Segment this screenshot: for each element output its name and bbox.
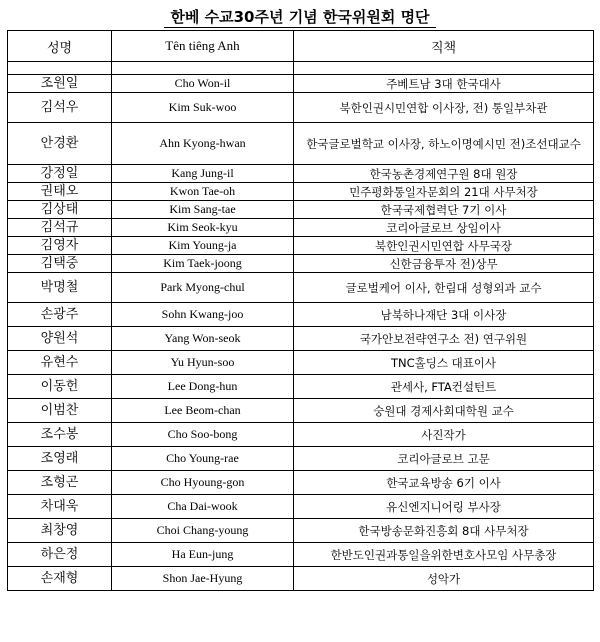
document-title: [0, 6, 600, 27]
cell-name: 이범찬: [8, 399, 112, 423]
table-row: [8, 219, 594, 237]
cell-roman: Kim Seok-kyu: [112, 219, 294, 237]
cell-position: 성악가: [294, 567, 594, 591]
table-row: [8, 447, 594, 471]
cell-name: 유현수: [8, 351, 112, 375]
cell-roman: Kim Suk-woo: [112, 93, 294, 123]
cell-position: 국가안보전략연구소 전) 연구위원: [294, 327, 594, 351]
cell-roman: Kim Young-ja: [112, 237, 294, 255]
cell-position: 민주평화통일자문회의 21대 사무처장: [294, 183, 594, 201]
spacer-row: [8, 62, 594, 75]
cell-name: 양원석: [8, 327, 112, 351]
cell-roman: Cho Soo-bong: [112, 423, 294, 447]
cell-position: 코리아글로브 상임이사: [294, 219, 594, 237]
cell-roman: Ha Eun-jung: [112, 543, 294, 567]
table-row: [8, 183, 594, 201]
table-row: [8, 567, 594, 591]
table-row: [8, 165, 594, 183]
cell-name: 하은정: [8, 543, 112, 567]
cell-roman: Lee Beom-chan: [112, 399, 294, 423]
cell-name: 조원일: [8, 75, 112, 93]
table-row: [8, 471, 594, 495]
cell-roman: Yang Won-seok: [112, 327, 294, 351]
table-row: [8, 237, 594, 255]
cell-position: 숭원대 경제사회대학원 교수: [294, 399, 594, 423]
cell-name: 김영자: [8, 237, 112, 255]
cell-name: 조영래: [8, 447, 112, 471]
cell-position: 한반도인권과통일을위한변호사모임 사무총장: [294, 543, 594, 567]
cell-name: 조형곤: [8, 471, 112, 495]
cell-name: 이동헌: [8, 375, 112, 399]
cell-name: 김석규: [8, 219, 112, 237]
cell-position: 주베트남 3대 한국대사: [294, 75, 594, 93]
cell-name: 박명철: [8, 273, 112, 303]
cell-position: 코리아글로브 고문: [294, 447, 594, 471]
cell-name: 최창영: [8, 519, 112, 543]
title-text: 한베 수교30주년 기념 한국위원회 명단: [164, 8, 435, 28]
cell-roman: Yu Hyun-soo: [112, 351, 294, 375]
header-row: [8, 31, 594, 62]
table-row: [8, 327, 594, 351]
cell-position: 남북하나재단 3대 이사장: [294, 303, 594, 327]
cell-position: 글로벌케어 이사, 한림대 성형외과 교수: [294, 273, 594, 303]
cell-roman: Cho Young-rae: [112, 447, 294, 471]
cell-name: 강정일: [8, 165, 112, 183]
header-position: 직책: [294, 31, 594, 62]
cell-position: 한국방송문화진흥회 8대 사무처장: [294, 519, 594, 543]
cell-roman: Kang Jung-il: [112, 165, 294, 183]
table-row: [8, 375, 594, 399]
header-roman: Tên tiêng Anh: [112, 31, 294, 62]
cell-position: 한국농촌경제연구원 8대 원장: [294, 165, 594, 183]
cell-roman: Kwon Tae-oh: [112, 183, 294, 201]
cell-roman: Sohn Kwang-joo: [112, 303, 294, 327]
cell-position: 북한인권시민연합 이사장, 전) 통일부차관: [294, 93, 594, 123]
cell-name: 조수봉: [8, 423, 112, 447]
table-row: [8, 303, 594, 327]
cell-name: 김상태: [8, 201, 112, 219]
table-row: [8, 75, 594, 93]
table-row: [8, 273, 594, 303]
cell-position: TNC홀딩스 대표이사: [294, 351, 594, 375]
table-row: [8, 495, 594, 519]
table-row: [8, 543, 594, 567]
cell-roman: Cho Hyoung-gon: [112, 471, 294, 495]
cell-name: 차대욱: [8, 495, 112, 519]
cell-position: 사진작가: [294, 423, 594, 447]
table-row: [8, 201, 594, 219]
cell-name: 손광주: [8, 303, 112, 327]
cell-name: 권태오: [8, 183, 112, 201]
header-name: 성명: [8, 31, 112, 62]
committee-table: [7, 30, 594, 591]
cell-roman: Cho Won-il: [112, 75, 294, 93]
cell-position: 한국국제협력단 7기 이사: [294, 201, 594, 219]
cell-position: 한국교육방송 6기 이사: [294, 471, 594, 495]
cell-roman: Cha Dai-wook: [112, 495, 294, 519]
cell-name: 김석우: [8, 93, 112, 123]
cell-position: 신한금융투자 전)상무: [294, 255, 594, 273]
cell-roman: Choi Chang-young: [112, 519, 294, 543]
table-row: [8, 351, 594, 375]
cell-roman: Park Myong-chul: [112, 273, 294, 303]
cell-position: 한국글로벌학교 이사장, 하노이명예시민 전)조선대교수: [294, 123, 594, 165]
cell-position: 유신엔지니어링 부사장: [294, 495, 594, 519]
table-row: [8, 255, 594, 273]
cell-name: 김택중: [8, 255, 112, 273]
cell-roman: Kim Sang-tae: [112, 201, 294, 219]
cell-position: 관세사, FTA컨설턴트: [294, 375, 594, 399]
cell-name: 안경환: [8, 123, 112, 165]
table-row: [8, 423, 594, 447]
cell-roman: Ahn Kyong-hwan: [112, 123, 294, 165]
cell-roman: Shon Jae-Hyung: [112, 567, 294, 591]
cell-roman: Lee Dong-hun: [112, 375, 294, 399]
table-row: [8, 93, 594, 123]
cell-name: 손재형: [8, 567, 112, 591]
table-row: [8, 519, 594, 543]
table-row: [8, 399, 594, 423]
table-row: [8, 123, 594, 165]
cell-position: 북한인권시민연합 사무국장: [294, 237, 594, 255]
cell-roman: Kim Taek-joong: [112, 255, 294, 273]
